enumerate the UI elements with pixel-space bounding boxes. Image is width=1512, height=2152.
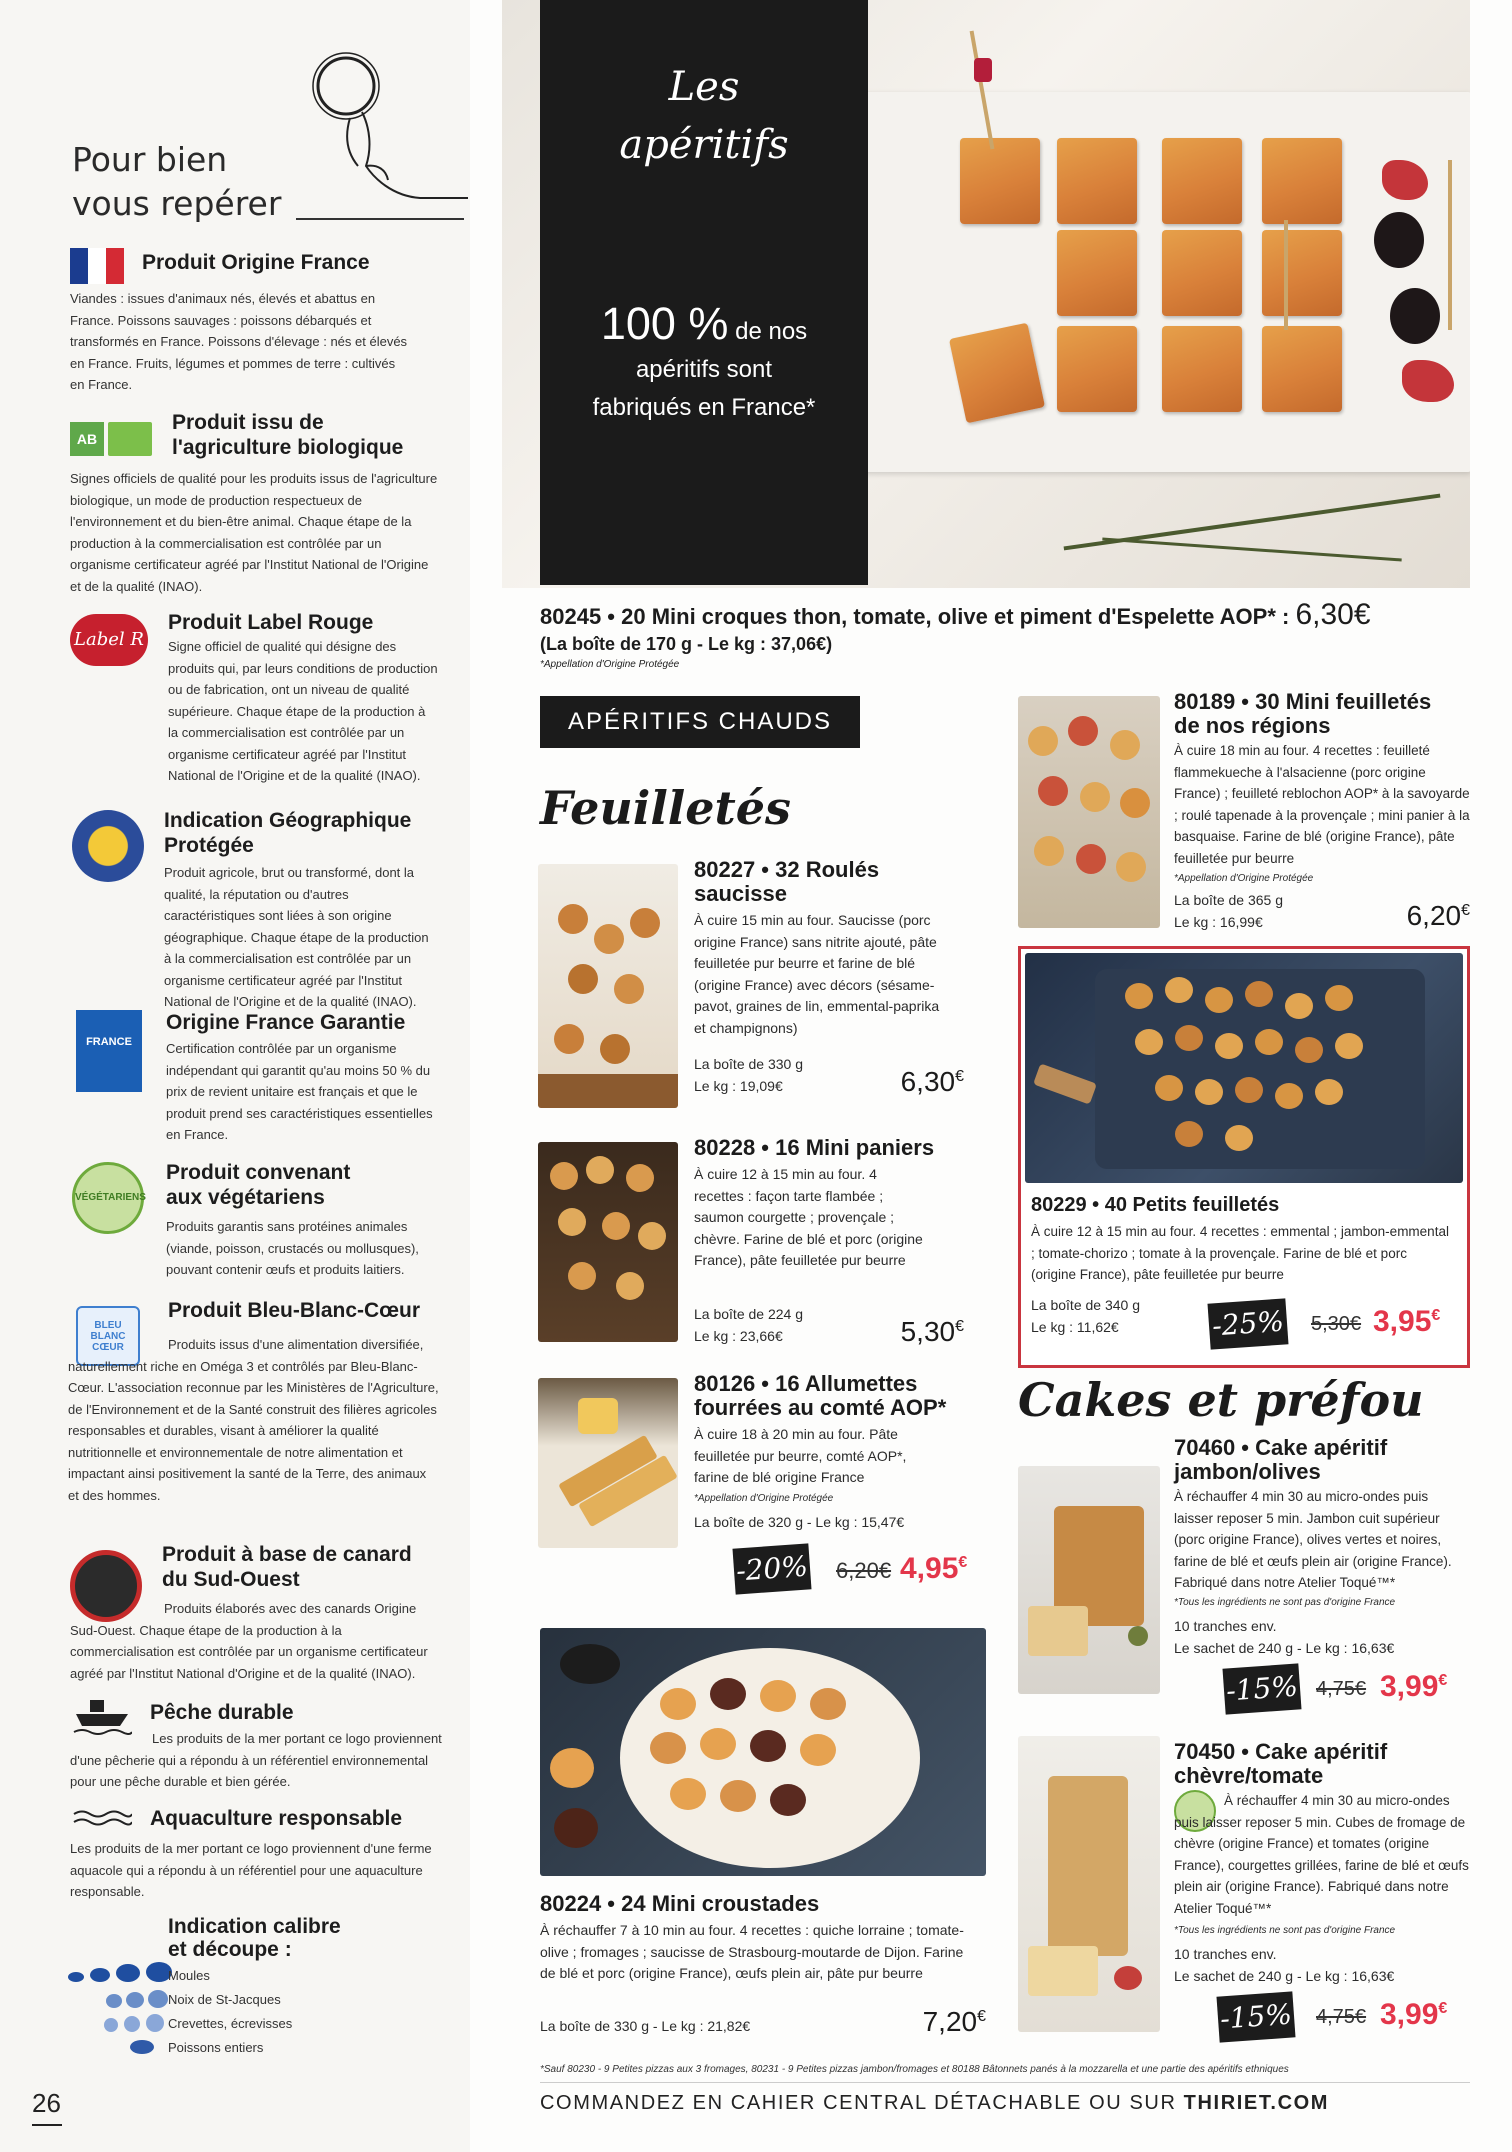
product-price: 5,30€ [900, 1316, 964, 1347]
product-price: 6,30€ [1295, 598, 1371, 631]
product-weight: La boîte de 340 g [1031, 1297, 1140, 1313]
magnifier-hand-icon [300, 48, 470, 228]
igp-seal-icon [72, 810, 144, 882]
product-price-kg: Le kg : 16,99€ [1174, 914, 1263, 930]
legend-column [0, 0, 470, 2152]
product-code: 80245 [540, 604, 602, 629]
legend-aquaculture: Aquaculture responsable Les produits de la mer portant ce logo proviennent d'une ferme aquacole qui a répondu à un référentiel pour une aquaculture responsable. [70, 1807, 432, 1899]
product-70460[interactable] [1174, 1436, 1474, 1706]
product-price: 6,20€ [1406, 900, 1470, 931]
product-title: 70450 • Cake apéritif chèvre/tomate [1174, 1739, 1388, 1788]
waves-icon [72, 1808, 132, 1830]
legend-origine-france: Produit Origine France Viandes : issues d'animaux nés, élevés et abattus en France. Poissons sauvages : poissons débarqués et transformés en France. Poissons d'élevage : nés et élevés en France. Fruits, légumes et pommes de terre : cultivés en France. [68, 246, 440, 396]
discount-badge: -20% [732, 1543, 811, 1594]
legend-bio: AB Produit issu de l'agriculture biologique Signes officiels de qualité pour les produits issus de l'agriculture biologique, un mode de production respectueux de l'environnement et du bien-être animal. Chaque étape de la production à la commercialisation est contrôlée par un organisme certificateur agréé par l'Institut National de l'Origine et de la qualité (INAO). [70, 411, 438, 594]
product-photo [1018, 1466, 1160, 1694]
old-price: 4,75€ [1316, 2006, 1367, 2028]
old-price: 5,30€ [1311, 1313, 1362, 1335]
product-description: À réchauffer 4 min 30 au micro-ondes puis laisser reposer 5 min. Cubes de fromage de chèvre (origine France) et tomates (origine France), courgettes grillées, farine de blé et œufs plein air (origine France). Fabriqué dans notre Atelier Toqué™* [1174, 1793, 1469, 1916]
product-note: *Appellation d'Origine Protégée [1174, 873, 1314, 884]
legend-canard-sud-ouest: Produit à base de canard du Sud-Ouest Produits élaborés avec des canards Origine Sud-Ouest. Chaque étape de la production à la commercialisation est contrôlée par un organisme certificateur agréé par l'Institut National d'Origine et de la qualité (INAO). [70, 1543, 428, 1681]
legend-igp: Indication Géographique Protégée Produit agricole, brut ou transformé, dont la qualité, la réputation ou d'autres caractéristiques sont liées à son origine géographique. Chaque étape de la production à la commercialisation est contrôlée par un organisme certificateur agréé par l'Institut National de l'Origine et de la qualité (INAO). [68, 806, 440, 1006]
product-80229[interactable] [1018, 946, 1470, 1368]
page-number-rule [32, 2124, 62, 2126]
product-weight: (La boîte de 170 g - Le kg : 37,06€) [540, 634, 833, 654]
product-photo [1025, 953, 1463, 1183]
product-description: À cuire 15 min au four. Saucisse (porc origine France) sans nitrite ajouté, pâte feuilletée pur beurre et farine de blé (origine France) avec décors (sésame-pavot, graines de lin, emmental-paprika et champignons) [694, 912, 940, 1036]
hero-title-panel [540, 0, 868, 585]
product-description: À cuire 18 min au four. 4 recettes : feuilleté flammekueche à l'alsacienne (porc origine France) ; feuilleté reblochon AOP* à la savoyarde ; roulé tapenade à la provençale ; mini panier à la basquaise. Farine de blé (origine France), pâte feuilletée pur beurre [1174, 743, 1470, 866]
label-rouge-icon: Label R [70, 614, 148, 666]
legend-bleu-blanc-coeur: BLEU BLANC CŒUR Produit Bleu-Blanc-Cœur Produits issus d'une alimentation diversifiée, naturellement riche en Oméga 3 et contrôlés par Bleu-Blanc-Cœur. L'association reconnue par les Ministères de l'Agriculture, de l'Environnement et de la Santé construit des filières agricoles responsables et durables, visant à améliorer la qualité nutritionnelle et environnementale de notre alimentation et impactant ainsi positivement la santé de la Terre, des animaux et des hommes. [68, 1299, 439, 1503]
vegetarian-icon: VÉGÉTARIENS [72, 1162, 144, 1234]
product-80224[interactable] [540, 1892, 986, 2052]
legend-vegetarien: VÉGÉTARIENS Produit convenant aux végétariens Produits garantis sans protéines animales (viande, poisson, crustacés ou mollusques), pouvant contenir œufs et produits laitiers. [68, 1158, 440, 1288]
footer-cta[interactable]: COMMANDEZ EN CAHIER CENTRAL DÉTACHABLE OU SUR THIRIET.COM [540, 2092, 1330, 2114]
organic-logo-icon: AB [70, 422, 152, 456]
product-note: *Tous les ingrédients ne sont pas d'origine France [1174, 1597, 1396, 1608]
product-note: *Appellation d'Origine Protégée [540, 659, 680, 670]
product-count: 10 tranches env. [1174, 1946, 1277, 1962]
product-photo [1018, 696, 1160, 928]
discount-badge: -15% [1216, 1991, 1295, 2042]
footnote: *Sauf 80230 - 9 Petites pizzas aux 3 fromages, 80231 - 9 Petites pizzas jambon/fromages et 80188 Bâtonnets panés à la mozzarella et une partie des apéritifs ethniques [540, 2064, 1289, 2075]
feuilletes-heading: Feuilletés [540, 781, 791, 835]
legend-label-rouge: Label R Produit Label Rouge Signe officiel de qualité qui désigne des produits qui, par leurs conditions de production ou de fabrication, ont un niveau de qualité supérieure. Chaque étape de la production à la commercialisation est contrôlée par un organisme certificateur agréé par l'Institut National de l'Origine et de la qualité (INAO). [68, 608, 440, 798]
product-weight: Le sachet de 240 g - Le kg : 16,63€ [1174, 1968, 1395, 1984]
product-80245[interactable]: 80245 • 20 Mini croques thon, tomate, olive et piment d'Espelette AOP* : 6,30€ (La boîte de 170 g - Le kg : 37,06€) *Appellation d'Origine Protégée [540, 600, 1470, 674]
discount-badge: -15% [1222, 1663, 1301, 1714]
product-title: 70460 • Cake apéritif jambon/olives [1174, 1435, 1388, 1484]
product-price-kg: Le kg : 11,62€ [1031, 1319, 1119, 1335]
product-price-kg: Le kg : 19,09€ [694, 1078, 783, 1094]
bleu-blanc-coeur-icon: BLEU BLANC CŒUR [76, 1306, 140, 1366]
product-80228[interactable] [694, 1136, 964, 1356]
product-weight: La boîte de 365 g [1174, 892, 1283, 908]
product-title: 80229 • 40 Petits feuilletés [1031, 1194, 1280, 1216]
origine-france-garantie-icon: FRANCE [76, 1010, 142, 1092]
product-count: 10 tranches env. [1174, 1618, 1277, 1634]
legend-title: Pour bien vous repérer [72, 140, 282, 223]
product-weight: Le sachet de 240 g - Le kg : 16,63€ [1174, 1640, 1395, 1656]
product-price-kg: Le kg : 23,66€ [694, 1328, 783, 1344]
product-photo [538, 864, 678, 1108]
old-price: 4,75€ [1316, 1678, 1367, 1700]
product-title: 80227 • 32 Roulés saucisse [694, 857, 880, 906]
product-title: 80228 • 16 Mini paniers [694, 1135, 935, 1160]
product-80126[interactable] [694, 1372, 994, 1592]
product-note: *Tous les ingrédients ne sont pas d'origine France [1174, 1925, 1396, 1936]
product-70450[interactable] [1174, 1740, 1474, 2044]
product-photo [540, 1628, 986, 1876]
product-description: À cuire 12 à 15 min au four. 4 recettes : emmental ; jambon-emmental ; tomate-chorizo ; tomate à la provençale. Farine de blé et porc (origine France), pâte feuilletée pur beurre [1031, 1224, 1449, 1282]
page-number: 26 [32, 2088, 61, 2118]
old-price: 6,20€ [836, 1558, 892, 1583]
sale-price: 3,99€ [1380, 1670, 1448, 1703]
hero-title: Les apéritifs [619, 64, 789, 168]
product-note: *Appellation d'Origine Protégée [694, 1493, 834, 1504]
cakes-heading: Cakes et préfou [1018, 1373, 1424, 1427]
footer-rule [540, 2082, 1470, 2083]
product-title: 80189 • 30 Mini feuilletés de nos régions [1174, 689, 1432, 738]
product-title: 80126 • 16 Allumettes fourrées au comté AOP* [694, 1371, 947, 1420]
legend-calibre: Indication calibre et découpe : Moules Noix de St-Jacques Crevettes, écrevisses Poissons entiers [68, 1914, 440, 2074]
product-weight: La boîte de 330 g [694, 1056, 803, 1072]
product-80227[interactable] [694, 858, 964, 1108]
france-flag-icon [70, 248, 124, 284]
legend-origine-france-garantie: FRANCE Origine France Garantie Certification contrôlée par un organisme indépendant qui garantit qu'au moins 50 % du prix de revient unitaire est français et que le produit prend ses caractéristiques essentielles en France. [68, 1008, 440, 1168]
product-description: À cuire 18 à 20 min au four. Pâte feuilletée pur beurre, comté AOP*, farine de blé origine France [694, 1426, 907, 1485]
product-description: À cuire 12 à 15 min au four. 4 recettes : façon tarte flambée ; saumon courgette ; provençale ; chèvre. Farine de blé et porc (origine France), pâte feuilletée pur beurre [694, 1166, 923, 1268]
legend-peche-durable: Pêche durable Les produits de la mer portant ce logo proviennent d'une pêcherie qui a répondu à un référentiel environnemental pour une pêche durable et bien gérée. [68, 1696, 440, 1796]
product-price: 6,30€ [900, 1066, 964, 1097]
product-weight: La boîte de 224 g [694, 1306, 803, 1322]
product-weight: La boîte de 330 g - Le kg : 21,82€ [540, 2018, 751, 2034]
product-description: À réchauffer 4 min 30 au micro-ondes puis laisser reposer 5 min. Jambon cuit supérieur (porc origine France), olives vertes et noires, farine de blé et œufs plein air (origine France). Fabriqué dans notre Atelier Toqué™* [1174, 1489, 1452, 1590]
sale-price: 3,99€ [1380, 1998, 1448, 2031]
section-label: APÉRITIFS CHAUDS [540, 696, 860, 748]
product-80189[interactable] [1174, 690, 1474, 940]
product-photo [1018, 1736, 1160, 2032]
product-photo [538, 1142, 678, 1342]
product-name: 20 Mini croques thon, tomate, olive et piment d'Espelette AOP* : [621, 604, 1296, 629]
hero-claim: 100 % de nos apéritifs sont fabriqués en France* [592, 298, 816, 421]
product-title: 80224 • 24 Mini croustades [540, 1891, 820, 1916]
sale-price: 4,95€ [900, 1552, 968, 1585]
product-price: 7,20€ [922, 2006, 986, 2037]
sale-price: 3,95€ [1373, 1305, 1441, 1338]
product-weight: La boîte de 320 g - Le kg : 15,47€ [694, 1514, 905, 1530]
discount-badge: -25% [1207, 1298, 1288, 1349]
size-icons [68, 1962, 164, 2062]
title-underline [296, 218, 464, 220]
product-description: À réchauffer 7 à 10 min au four. 4 recettes : quiche lorraine ; tomate-olive ; fromages ; saucisse de Strasbourg-moutarde de Dijon. Farine de blé et porc (origine France), œufs plein air, pâte pur beurre [540, 1922, 964, 1981]
product-photo [538, 1378, 678, 1548]
